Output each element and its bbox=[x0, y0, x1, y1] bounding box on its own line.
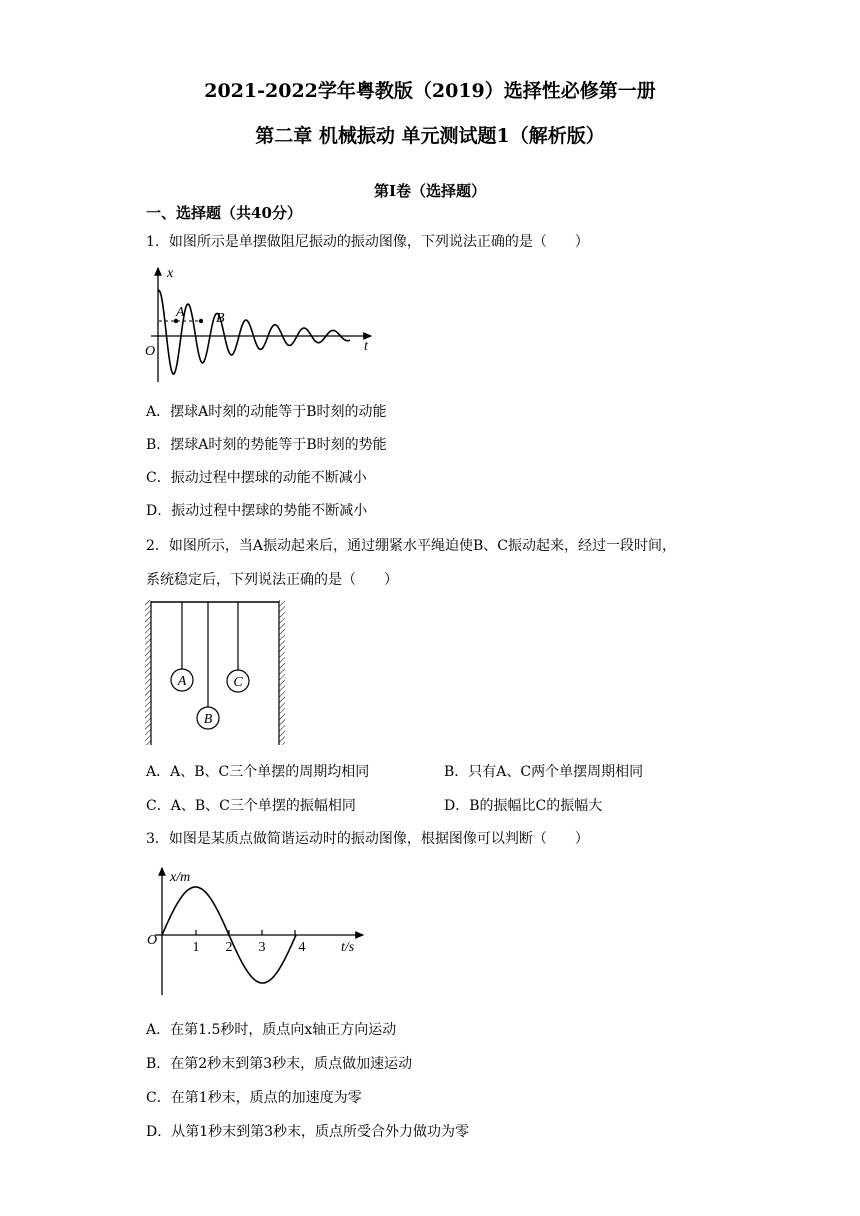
point-b bbox=[199, 319, 203, 323]
question-1-option-d: D．振动过程中摆球的势能不断减小 bbox=[146, 503, 368, 519]
question-3-stem: 3．如图是某质点做简谐运动时的振动图像，根据图像可以判断（ ） bbox=[146, 831, 589, 847]
bob-c-label: C bbox=[233, 675, 243, 690]
question-3-option-c: C．在第1秒末，质点的加速度为零 bbox=[146, 1090, 362, 1106]
tick-label-1: 1 bbox=[192, 940, 200, 955]
origin-label: O bbox=[147, 933, 158, 948]
question-2-option-c: C．A、B、C三个单摆的振幅相同 bbox=[146, 798, 356, 814]
t-axis-label: t bbox=[364, 339, 368, 354]
left-wall bbox=[145, 600, 151, 745]
document-title-line2: 第二章 机械振动 单元测试题1（解析版） bbox=[255, 125, 605, 147]
question-2-option-d: D．B的振幅比C的振幅大 bbox=[444, 798, 603, 814]
question-3-option-b: B．在第2秒末到第3秒末，质点做加速运动 bbox=[146, 1056, 413, 1072]
question-3-option-a: A．在第1.5秒时，质点向x轴正方向运动 bbox=[146, 1022, 397, 1038]
point-b-label: B bbox=[216, 311, 225, 326]
question-1-option-c: C．振动过程中摆球的动能不断减小 bbox=[146, 470, 367, 486]
part-heading: 第I卷（选择题） bbox=[373, 182, 487, 200]
tick-label-3: 3 bbox=[258, 940, 266, 955]
damped-curve bbox=[158, 291, 350, 374]
pendulum-figure bbox=[144, 600, 290, 746]
bob-a-label: A bbox=[177, 674, 187, 689]
bob-b-label: B bbox=[203, 712, 213, 727]
question-3-option-d: D．从第1秒末到第3秒末，质点所受合外力做功为零 bbox=[146, 1124, 470, 1140]
t-axis-label: t/s bbox=[341, 940, 355, 955]
question-2-stem-line2: 系统稳定后，下列说法正确的是（ ） bbox=[146, 572, 398, 588]
point-a-label: A bbox=[176, 305, 185, 320]
question-2-option-b: B．只有A、C两个单摆周期相同 bbox=[444, 764, 644, 780]
question-1-option-a: A．摆球A时刻的动能等于B时刻的动能 bbox=[146, 404, 387, 420]
x-axis-label: x bbox=[167, 266, 174, 281]
tick-label-2: 2 bbox=[225, 940, 233, 955]
question-2-option-a: A．A、B、C三个单摆的周期均相同 bbox=[146, 764, 370, 780]
right-wall bbox=[279, 600, 285, 745]
origin-label: O bbox=[145, 344, 156, 359]
section-heading: 一、选择题（共40分） bbox=[146, 204, 302, 222]
question-2-stem-line1: 2．如图所示，当A振动起来后，通过绷紧水平绳迫使B、C振动起来，经过一段时间， bbox=[146, 538, 677, 554]
damped-oscillation-figure bbox=[143, 262, 375, 384]
tick-label-4: 4 bbox=[298, 940, 306, 955]
document-title-line1: 2021-2022学年粤教版（2019）选择性必修第一册 bbox=[204, 80, 656, 102]
shm-figure bbox=[143, 862, 368, 997]
question-1-stem: 1．如图所示是单摆做阻尼振动的振动图像，下列说法正确的是（ ） bbox=[146, 234, 589, 250]
question-1-option-b: B．摆球A时刻的势能等于B时刻的势能 bbox=[146, 437, 387, 453]
x-axis-label: x/m bbox=[170, 870, 191, 885]
